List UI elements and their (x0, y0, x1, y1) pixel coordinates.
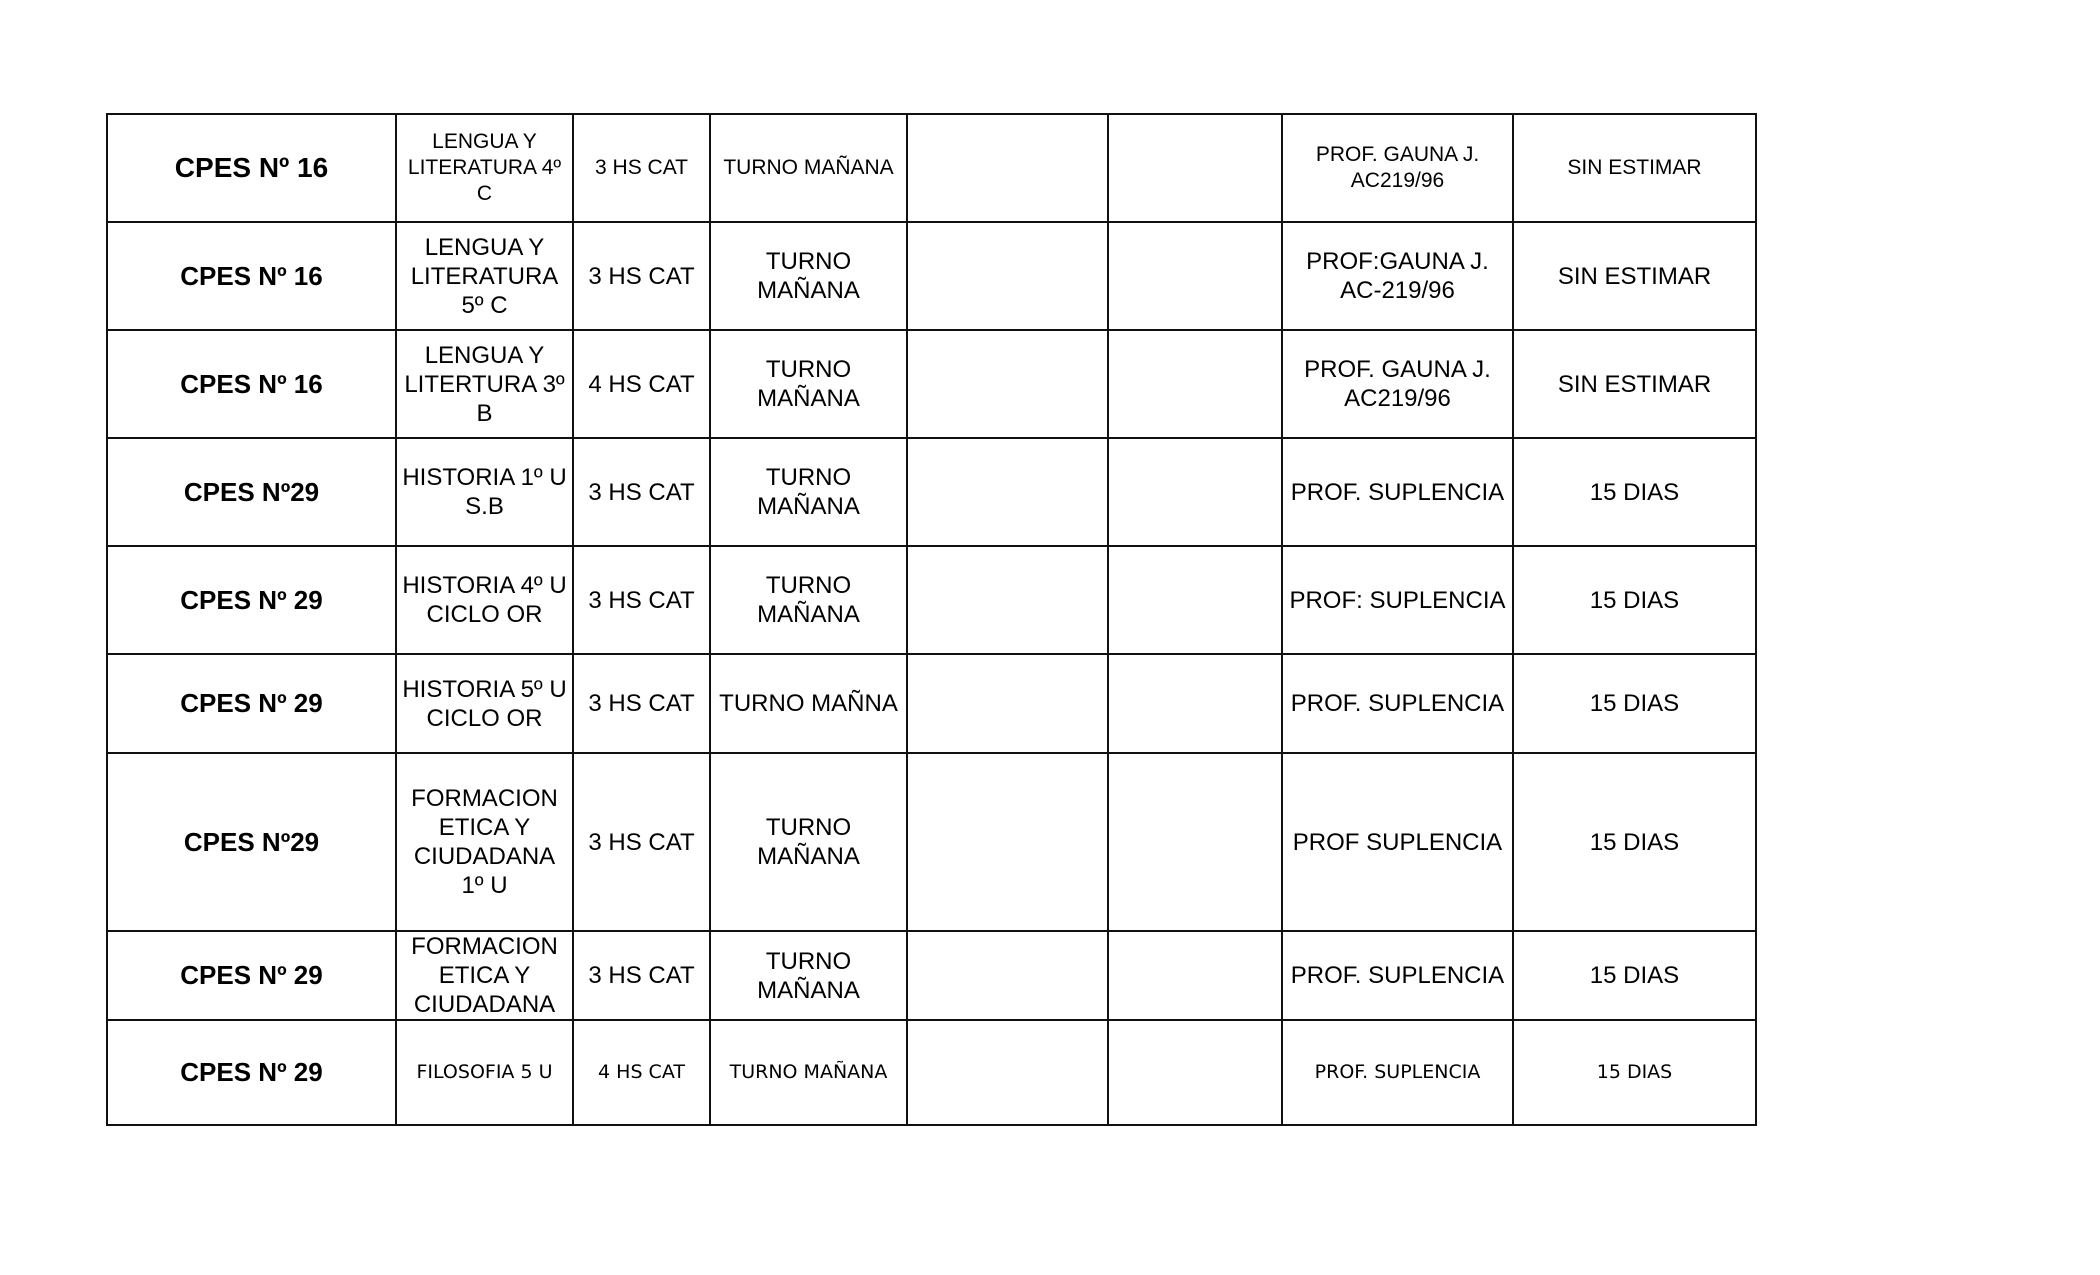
hours-cell: 3 HS CAT (573, 222, 710, 330)
table-row (107, 931, 1756, 1020)
shift-cell: TURNO MAÑANA (710, 222, 907, 330)
hours-cell: 3 HS CAT (573, 546, 710, 654)
subject-cell: FILOSOFIA 5 U (396, 1020, 573, 1125)
subject-cell: LENGUA Y LITERATURA 4º C (396, 114, 573, 222)
hours-cell: 3 HS CAT (573, 114, 710, 222)
table-row (107, 753, 1756, 931)
table-row (107, 114, 1756, 222)
empty-cell (1108, 438, 1282, 546)
school-cell: CPES Nº 16 (107, 114, 396, 222)
table-row (107, 654, 1756, 753)
hours-cell: 3 HS CAT (573, 931, 710, 1020)
table-row (107, 546, 1756, 654)
duration-cell: SIN ESTIMAR (1513, 114, 1756, 222)
hours-cell: 4 HS CAT (573, 1020, 710, 1125)
shift-cell: TURNO MAÑANA (710, 114, 907, 222)
subject-cell: HISTORIA 5º U CICLO OR (396, 654, 573, 753)
empty-cell (1108, 114, 1282, 222)
duration-cell: 15 DIAS (1513, 546, 1756, 654)
empty-cell (907, 931, 1108, 1020)
school-cell: CPES Nº 29 (107, 1020, 396, 1125)
duration-cell: 15 DIAS (1513, 1020, 1756, 1125)
shift-cell: TURNO MAÑANA (710, 546, 907, 654)
empty-cell (1108, 1020, 1282, 1125)
school-cell: CPES Nº 29 (107, 546, 396, 654)
hours-cell: 3 HS CAT (573, 753, 710, 931)
hours-cell: 3 HS CAT (573, 438, 710, 546)
empty-cell (907, 114, 1108, 222)
table-row (107, 438, 1756, 546)
teacher-cell: PROF: SUPLENCIA (1282, 546, 1513, 654)
subject-cell: HISTORIA 4º U CICLO OR (396, 546, 573, 654)
subject-cell: HISTORIA 1º U S.B (396, 438, 573, 546)
school-cell: CPES Nº 16 (107, 330, 396, 438)
subject-cell: LENGUA Y LITERTURA 3º B (396, 330, 573, 438)
teacher-cell: PROF:GAUNA J. AC-219/96 (1282, 222, 1513, 330)
duration-cell: 15 DIAS (1513, 438, 1756, 546)
empty-cell (1108, 931, 1282, 1020)
school-cell: CPES Nº 29 (107, 931, 396, 1020)
teacher-cell: PROF. SUPLENCIA (1282, 931, 1513, 1020)
empty-cell (1108, 654, 1282, 753)
shift-cell: TURNO MAÑANA (710, 1020, 907, 1125)
teacher-cell: PROF SUPLENCIA (1282, 753, 1513, 931)
teacher-cell: PROF. SUPLENCIA (1282, 654, 1513, 753)
shift-cell: TURNO MAÑANA (710, 330, 907, 438)
duration-cell: SIN ESTIMAR (1513, 330, 1756, 438)
empty-cell (1108, 546, 1282, 654)
empty-cell (1108, 222, 1282, 330)
empty-cell (907, 753, 1108, 931)
duration-cell: 15 DIAS (1513, 753, 1756, 931)
vacancies-table (106, 113, 1757, 1126)
teacher-cell: PROF. GAUNA J. AC219/96 (1282, 114, 1513, 222)
shift-cell: TURNO MAÑNA (710, 654, 907, 753)
empty-cell (907, 654, 1108, 753)
hours-cell: 3 HS CAT (573, 654, 710, 753)
shift-cell: TURNO MAÑANA (710, 753, 907, 931)
teacher-cell: PROF. SUPLENCIA (1282, 438, 1513, 546)
teacher-cell: PROF. GAUNA J. AC219/96 (1282, 330, 1513, 438)
empty-cell (907, 438, 1108, 546)
duration-cell: SIN ESTIMAR (1513, 222, 1756, 330)
subject-cell: FORMACION ETICA Y CIUDADANA (396, 931, 573, 1020)
table-row (107, 330, 1756, 438)
empty-cell (1108, 753, 1282, 931)
hours-cell: 4 HS CAT (573, 330, 710, 438)
subject-cell: FORMACION ETICA Y CIUDADANA 1º U (396, 753, 573, 931)
empty-cell (907, 330, 1108, 438)
school-cell: CPES Nº 29 (107, 654, 396, 753)
school-cell: CPES Nº29 (107, 438, 396, 546)
empty-cell (1108, 330, 1282, 438)
table-row (107, 222, 1756, 330)
duration-cell: 15 DIAS (1513, 654, 1756, 753)
teacher-cell: PROF. SUPLENCIA (1282, 1020, 1513, 1125)
empty-cell (907, 222, 1108, 330)
shift-cell: TURNO MAÑANA (710, 931, 907, 1020)
empty-cell (907, 1020, 1108, 1125)
empty-cell (907, 546, 1108, 654)
duration-cell: 15 DIAS (1513, 931, 1756, 1020)
school-cell: CPES Nº29 (107, 753, 396, 931)
table-row (107, 1020, 1756, 1125)
subject-cell: LENGUA Y LITERATURA 5º C (396, 222, 573, 330)
school-cell: CPES Nº 16 (107, 222, 396, 330)
shift-cell: TURNO MAÑANA (710, 438, 907, 546)
